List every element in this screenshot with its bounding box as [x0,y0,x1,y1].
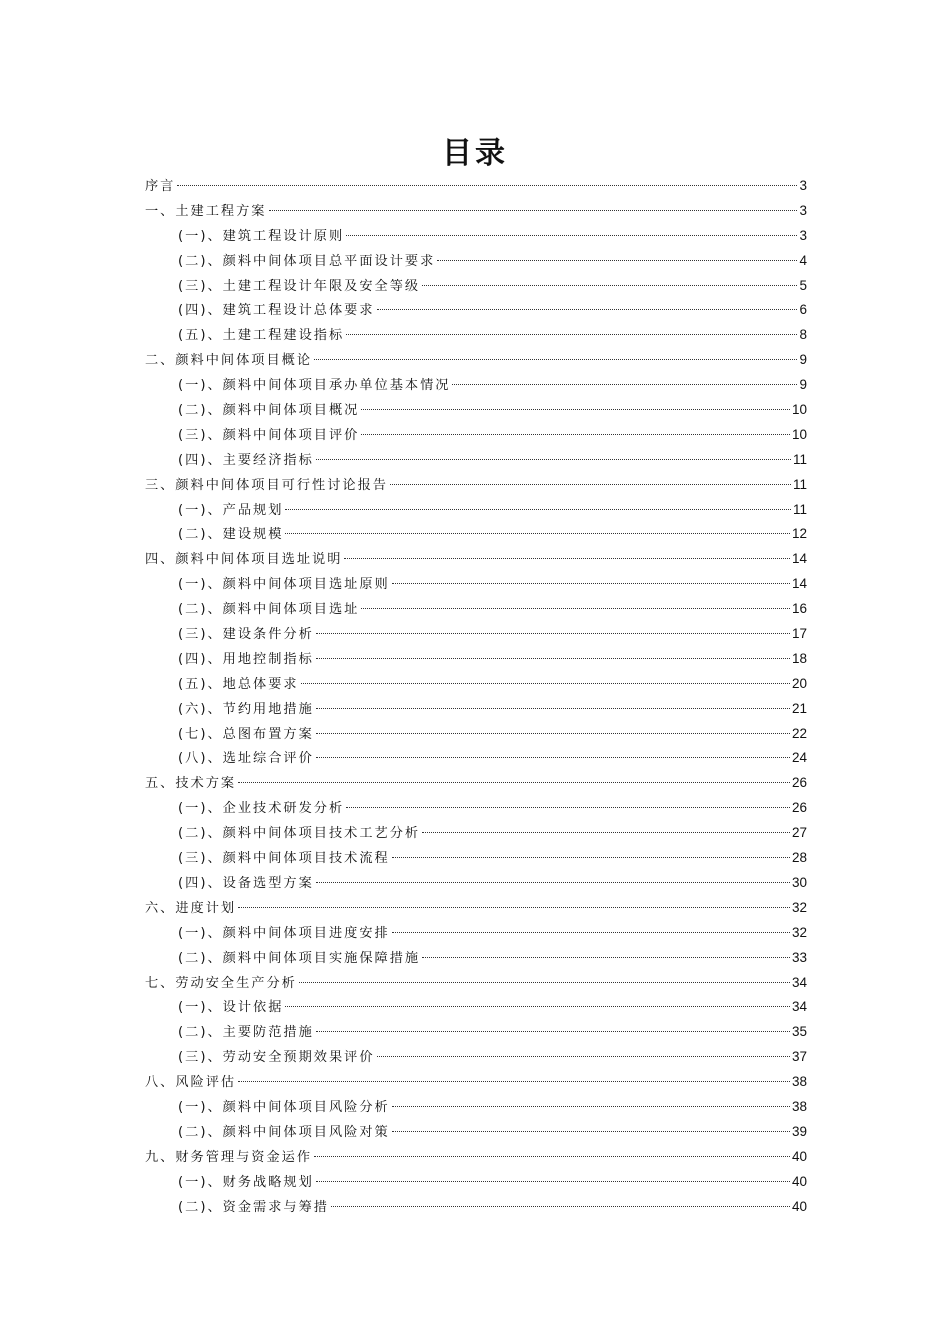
toc-dot-leader [238,906,790,908]
toc-entry[interactable] [145,398,807,423]
toc-dot-leader [269,209,798,211]
toc-entry[interactable] [145,1045,807,1070]
toc-entry-text: (一)、设计依据 [178,1000,284,1016]
toc-dot-leader [377,1055,790,1057]
toc-page-number: 39 [791,1123,807,1139]
toc-page-number: 11 [792,476,807,492]
toc-dot-leader [392,1105,790,1107]
toc-title: 目录 [442,136,508,171]
toc-entry-text: (二)、颜料中间体项目技术工艺分析 [178,826,421,842]
toc-dot-leader [331,1205,790,1207]
toc-entry-text: (二)、建设规模 [178,527,284,543]
toc-dot-leader [316,707,790,709]
toc-entry[interactable] [145,373,807,398]
toc-entry[interactable] [145,1095,807,1120]
toc-entry[interactable] [145,796,807,821]
toc-dot-leader [346,806,790,808]
toc-entry-text: (三)、建设条件分析 [178,627,314,643]
toc-entry-text: 三、颜料中间体项目可行性讨论报告 [145,477,388,493]
toc-dot-leader [285,532,790,534]
toc-page-number: 32 [791,899,807,915]
toc-entry[interactable] [145,697,807,722]
toc-entry-text: (一)、颜料中间体项目进度安排 [178,925,390,941]
toc-entry[interactable] [145,647,807,672]
toc-dot-leader [316,1180,790,1182]
toc-entry-text: 七、劳动安全生产分析 [145,975,297,991]
toc-page-number: 16 [791,601,807,617]
toc-page-number: 21 [791,700,807,716]
toc-entry-text: (六)、节约用地措施 [178,701,314,717]
toc-entry-text: (一)、产品规划 [178,502,284,518]
toc-dot-leader [299,981,790,983]
toc-entry-text: (四)、主要经济指标 [178,452,314,468]
toc-dot-leader [361,408,790,410]
toc-entry-text: (一)、颜料中间体项目风险分析 [178,1099,390,1115]
toc-entry[interactable] [145,771,807,796]
toc-entry[interactable] [145,1145,807,1170]
toc-entry[interactable] [145,423,807,448]
toc-dot-leader [377,308,798,310]
toc-entry[interactable] [145,821,807,846]
toc-dot-leader [316,458,791,460]
toc-entry[interactable] [145,1120,807,1145]
toc-entry[interactable] [145,473,807,498]
toc-entry-text: (一)、财务战略规划 [178,1174,314,1190]
toc-entry-text: (四)、建筑工程设计总体要求 [178,303,375,319]
toc-page-number: 30 [791,874,807,890]
toc-entry-text: 二、颜料中间体项目概论 [145,353,313,369]
toc-page-number: 6 [799,302,807,318]
toc-page-number: 18 [791,650,807,666]
toc-entry[interactable] [145,1195,807,1220]
toc-page-number: 37 [791,1049,807,1065]
toc-entry-text: 八、风险评估 [145,1075,237,1091]
toc-entry[interactable] [145,722,807,747]
toc-entry-text: (三)、土建工程设计年限及安全等级 [178,278,421,294]
toc-dot-leader [390,483,791,485]
toc-page-number: 4 [799,252,807,268]
toc-entry[interactable] [145,871,807,896]
toc-dot-leader [316,756,790,758]
toc-page-number: 10 [791,402,807,418]
toc-dot-leader [316,1030,790,1032]
toc-entry[interactable] [145,672,807,697]
toc-entry[interactable] [145,995,807,1020]
toc-entry-text: (二)、颜料中间体项目概况 [178,403,360,419]
toc-page-number: 17 [791,626,807,642]
toc-page-number: 40 [791,1148,807,1164]
toc-dot-leader [177,184,797,186]
toc-page-number: 20 [791,675,807,691]
toc-page-number: 35 [791,1024,807,1040]
toc-entry-text: (一)、颜料中间体项目选址原则 [178,577,390,593]
toc-dot-leader [422,956,790,958]
toc-dot-leader [422,284,797,286]
toc-entry-text: 四、颜料中间体项目选址说明 [145,552,343,568]
toc-entry[interactable] [145,249,807,274]
toc-dot-leader [285,508,791,510]
toc-entry[interactable] [145,1070,807,1095]
toc-entry[interactable] [145,448,807,473]
toc-dot-leader [361,433,790,435]
toc-page-number: 8 [799,327,807,343]
toc-entry[interactable] [145,921,807,946]
toc-entry[interactable] [145,547,807,572]
toc-dot-leader [422,831,790,833]
toc-page-number: 33 [791,949,807,965]
toc-entry[interactable] [145,846,807,871]
toc-entry-text: (五)、地总体要求 [178,676,299,692]
toc-entry[interactable] [145,274,807,299]
toc-dot-leader [452,383,797,385]
toc-dot-leader [314,358,797,360]
toc-page-number: 3 [799,202,807,218]
toc-entry[interactable] [145,174,807,199]
toc-entry-text: (三)、劳动安全预期效果评价 [178,1050,375,1066]
toc-entry-text: (二)、颜料中间体项目风险对策 [178,1124,390,1140]
toc-page-number: 12 [791,526,807,542]
toc-entry-text: (一)、建筑工程设计原则 [178,228,345,244]
toc-entry[interactable] [145,946,807,971]
toc-entry-text: (七)、总图布置方案 [178,726,314,742]
toc-page-number: 5 [799,277,807,293]
toc-entry[interactable] [145,522,807,547]
toc-page-number: 34 [791,999,807,1015]
toc-page-number: 38 [791,1074,807,1090]
toc-page-number: 28 [791,850,807,866]
toc-dot-leader [392,856,790,858]
toc-page-number: 11 [792,501,807,517]
toc-entry[interactable] [145,199,807,224]
toc-page-number: 10 [791,426,807,442]
toc-dot-leader [238,1080,790,1082]
toc-page-number: 14 [791,576,807,592]
toc-dot-leader [285,1005,790,1007]
toc-entry[interactable] [145,298,807,323]
toc-entry-text: (二)、主要防范措施 [178,1025,314,1041]
toc-entry[interactable] [145,323,807,348]
toc-entry-text: 九、财务管理与资金运作 [145,1149,313,1165]
toc-entry-text: (二)、颜料中间体项目实施保障措施 [178,950,421,966]
toc-entry-text: (三)、颜料中间体项目评价 [178,427,360,443]
toc-page-number: 32 [791,924,807,940]
toc-dot-leader [301,682,790,684]
toc-page-number: 22 [791,725,807,741]
toc-entry-text: (一)、企业技术研发分析 [178,801,345,817]
toc-entry[interactable] [145,1020,807,1045]
toc-entry[interactable] [145,622,807,647]
toc-entry[interactable] [145,498,807,523]
toc-dot-leader [314,1155,790,1157]
toc-dot-leader [316,732,790,734]
toc-page-number: 26 [791,775,807,791]
toc-dot-leader [316,881,790,883]
toc-entry-text: (五)、土建工程建设指标 [178,328,345,344]
toc-entry-text: (四)、用地控制指标 [178,651,314,667]
toc-entry[interactable] [145,1170,807,1195]
toc-dot-leader [238,781,790,783]
toc-page-number: 40 [791,1173,807,1189]
toc-dot-leader [346,234,797,236]
toc-entry-text: 序言 [145,179,176,194]
toc-dot-leader [344,557,790,559]
toc-page-number: 34 [791,974,807,990]
toc-page-number: 3 [799,178,807,193]
toc-entry-text: (二)、颜料中间体项目总平面设计要求 [178,253,436,269]
toc-entry-text: (一)、颜料中间体项目承办单位基本情况 [178,378,451,394]
toc-page-number: 9 [799,352,807,368]
toc-page-number: 11 [792,451,807,467]
toc-entry-text: (三)、颜料中间体项目技术流程 [178,851,390,867]
toc-page-number: 14 [791,551,807,567]
toc-dot-leader [316,657,790,659]
toc-entry-text: (四)、设备选型方案 [178,875,314,891]
toc-entry[interactable] [145,971,807,996]
toc-page-number: 26 [791,800,807,816]
toc-entry[interactable] [145,224,807,249]
toc-page-number: 40 [791,1198,807,1214]
toc-entry-text: 六、进度计划 [145,900,237,916]
toc-page-number: 27 [791,825,807,841]
toc-entry-text: (二)、资金需求与筹措 [178,1199,329,1215]
toc-page-number: 24 [791,750,807,766]
table-of-contents [145,174,807,1219]
toc-page-number: 3 [799,227,807,243]
toc-entry[interactable] [145,896,807,921]
toc-dot-leader [361,607,790,609]
toc-dot-leader [437,259,797,261]
toc-dot-leader [346,333,797,335]
toc-page-number: 9 [799,377,807,393]
toc-dot-leader [316,632,790,634]
toc-dot-leader [392,582,790,584]
toc-entry[interactable] [145,597,807,622]
toc-dot-leader [392,931,790,933]
toc-entry-text: 五、技术方案 [145,776,237,792]
toc-page-number: 38 [791,1098,807,1114]
toc-entry[interactable] [145,746,807,771]
toc-entry-text: 一、土建工程方案 [145,203,267,219]
toc-entry[interactable] [145,348,807,373]
toc-entry-text: (二)、颜料中间体项目选址 [178,602,360,618]
toc-entry[interactable] [145,572,807,597]
toc-dot-leader [392,1130,790,1132]
toc-entry-text: (八)、选址综合评价 [178,751,314,767]
